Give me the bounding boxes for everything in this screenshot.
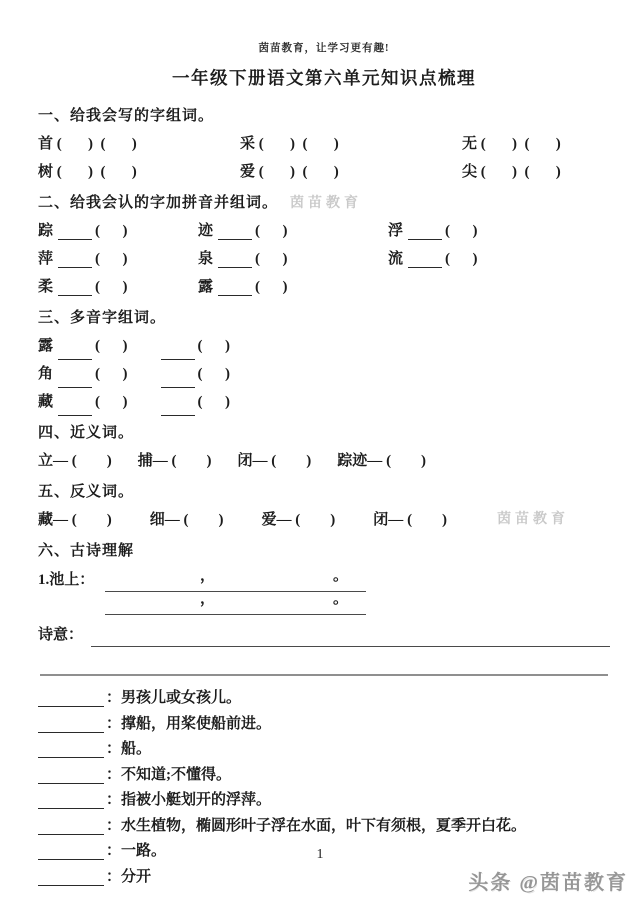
character: 流 [388,251,404,267]
word-group [240,158,462,186]
pinyin-item [198,217,388,245]
pinyin-item [388,217,478,245]
meaning-label: 诗意： [38,627,84,643]
word: 踪迹— [337,453,383,469]
paren-blank: ( ) [71,512,112,528]
section-2-row-3 [38,273,610,301]
character: 柔 [38,279,54,295]
definition-row [38,814,610,840]
word: 立— [38,453,69,469]
character: 采 [240,136,256,152]
character: 露 [198,279,214,295]
word: 捕— [137,453,168,469]
paren-blank: ( ) [255,279,288,295]
character: 藏 [38,394,54,410]
character: 露 [38,338,54,354]
word: 爱— [261,512,292,528]
paren-blank: ( ) [295,512,336,528]
pinyin-item [198,273,288,301]
blank-line [38,870,104,886]
blank-line [58,224,92,240]
blank-line [218,280,252,296]
paren-blank: ( ) [197,394,231,410]
word-group [38,158,240,186]
heading-text: 二、给我会认的字加拼音并组词。 [38,195,279,211]
blank-line [408,252,442,268]
poem-line-2 [38,591,610,618]
antonym-item [373,506,447,534]
character: 爱 [240,164,256,180]
paren-blank: ( ) [197,338,231,354]
paren-blank: ( ) [171,453,212,469]
paren-blank: ( ) [445,251,478,267]
blank-line [161,400,195,416]
section-2-heading [38,190,610,217]
character: 尖 [462,164,478,180]
definition-row [38,763,610,789]
definition-row [38,737,610,763]
section-5-row [38,506,610,534]
character: 泉 [198,251,214,267]
section-3-row-3 [38,388,610,416]
word-group [462,158,561,186]
period: 。 [333,568,349,584]
definition-row [38,686,610,712]
character: 萍 [38,251,54,267]
antonym-item [150,506,224,534]
antonym-item [262,506,336,534]
definition-row [38,788,610,814]
paren-blank: ( ) [407,512,448,528]
section-divider [40,674,608,676]
blank-line [38,819,104,835]
definition-text: ：水生植物，椭圆形叶子浮在水面，叶下有须根，夏季开白花。 [106,817,527,834]
blank-line [38,768,104,784]
section-1-row-1 [38,130,610,158]
blank-line [38,717,104,733]
section-3-row-1 [38,332,610,360]
watermark-inline-1: 茵苗教育 [290,196,363,211]
page-title: 一年级下册语文第六单元知识点梳理 [172,68,476,88]
word: 闭— [237,453,268,469]
blank-line [38,742,104,758]
definition-text: ：不知道;不懂得。 [106,766,231,783]
section-6-heading: 六、古诗理解 [38,543,135,559]
synonym-item [138,447,212,475]
section-1-row-2 [38,158,610,186]
synonym-item [337,447,426,475]
paren-blank: ( ) [445,223,478,239]
word-group [38,130,240,158]
blank-line [58,252,92,268]
paren-blank: ( ) [197,366,231,382]
character: 角 [38,366,54,382]
definition-text: ：一路。 [106,843,167,859]
blank-line [218,224,252,240]
section-4-row [38,447,610,475]
comma: ， [200,591,216,607]
definition-text: ：分开 [106,868,152,885]
section-4-heading: 四、近义词。 [38,425,135,441]
paren-blank: ( ) [255,223,288,239]
character: 踪 [38,223,54,239]
character: 树 [38,164,54,180]
paren-blanks: ( ) ( ) [56,164,137,180]
paren-blank: ( ) [95,223,128,239]
paren-blank: ( ) [95,338,128,354]
word: 藏— [38,512,69,528]
poem-blank-line [105,568,366,592]
paren-blanks: ( ) ( ) [480,136,561,152]
paren-blank: ( ) [95,366,128,382]
section-3-row-2 [38,360,610,388]
definition-text: ：男孩儿或女孩儿。 [106,690,242,706]
pinyin-item [38,217,198,245]
paren-blank: ( ) [95,279,128,295]
paren-blank: ( ) [183,512,224,528]
character: 无 [462,136,478,152]
paren-blank: ( ) [95,251,128,267]
blank-line [58,372,92,388]
pinyin-item [38,245,198,273]
blank-line [38,691,104,707]
section-3-heading: 三、多音字组词。 [38,310,167,326]
paren-blank: ( ) [271,453,312,469]
section-1-heading: 一、给我会写的字组词。 [38,108,215,124]
comma: ， [200,568,216,584]
blank-line [408,224,442,240]
word-group [462,130,561,158]
pinyin-item [38,273,198,301]
antonym-item [38,506,112,534]
synonym-item [38,447,112,475]
blank-line [218,252,252,268]
paren-blank: ( ) [255,251,288,267]
pinyin-item [198,245,388,273]
word-group [240,130,462,158]
paren-blank: ( ) [71,453,112,469]
paren-blanks: ( ) ( ) [56,136,137,152]
header-note: 茵苗教育，让学习更有趣! [258,43,390,54]
poem-line-1 [38,565,610,595]
period: 。 [333,591,349,607]
section-2-row-1 [38,217,610,245]
poem-blank-line [105,591,366,615]
blank-line [91,627,610,647]
paren-blank: ( ) [95,394,128,410]
character: 迹 [198,223,214,239]
character: 浮 [388,223,404,239]
synonym-item [238,447,312,475]
pinyin-item [388,245,478,273]
poem-meaning-row [38,620,610,650]
section-2-row-2 [38,245,610,273]
paren-blank: ( ) [386,453,427,469]
definition-text: ：船。 [106,741,152,757]
blank-line [58,400,92,416]
definition-row [38,712,610,738]
watermark-inline-2: 茵苗教育 [497,512,570,527]
page-number: 1 [316,847,324,862]
blank-line [38,793,104,809]
blank-line [58,280,92,296]
paren-blanks: ( ) ( ) [258,164,339,180]
word: 闭— [373,512,404,528]
watermark-footer: 头条 @茵苗教育 [468,872,628,894]
definition-text: ：撑船，用桨使船前进。 [106,715,272,732]
blank-line [161,344,195,360]
paren-blanks: ( ) ( ) [258,136,339,152]
paren-blanks: ( ) ( ) [480,164,561,180]
blank-line [161,372,195,388]
blank-line [58,344,92,360]
poem-title-label: 1.池上： [38,572,95,588]
character: 首 [38,136,54,152]
word: 细— [149,512,180,528]
definition-text: ：指被小艇划开的浮萍。 [106,792,272,808]
section-5-heading: 五、反义词。 [38,484,135,500]
